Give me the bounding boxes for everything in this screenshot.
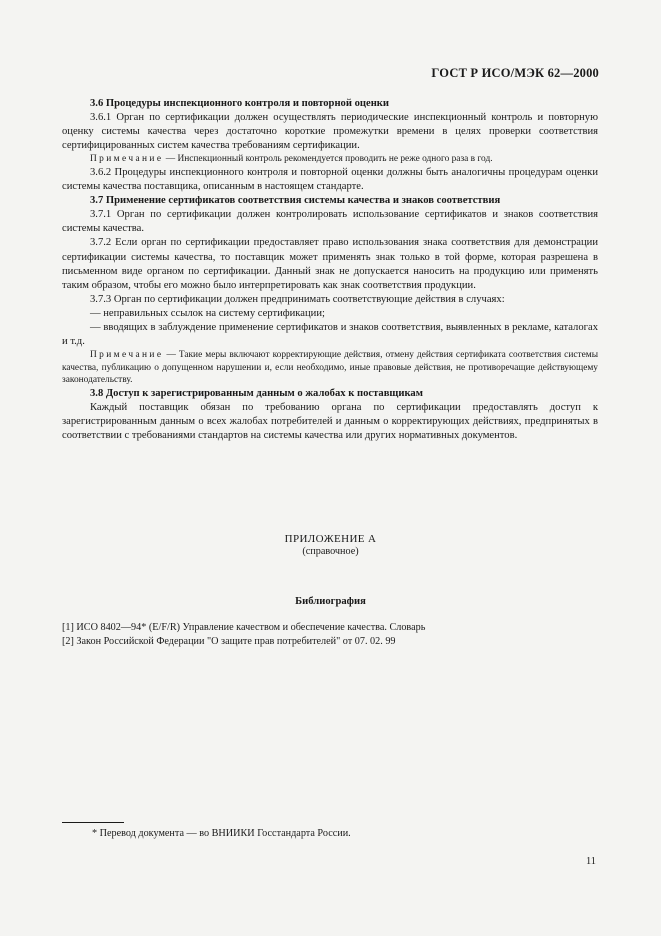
appendix-subtitle: (справочное): [302, 546, 359, 557]
note-text: — Такие меры включают корректирующие действия, отмену действия сертификата соответствия системы качества, публикацию о допущенном нарушении и, если необходимо, иные правовые действия, не противоречащие действующему законодательству.: [62, 350, 598, 386]
body-paragraph: 3.7.1 Орган по сертификации должен контролировать использование сертификатов и знаков соответствия системы качества.: [62, 209, 598, 235]
appendix-title: ПРИЛОЖЕНИЕ А: [284, 533, 377, 545]
body-paragraph: 3.6.1 Орган по сертификации должен осуществлять периодические инспекционный контроль и повторную оценку системы качества через достаточно короткие промежутки времени в целях проверки соответствия сертифицированных систем качества требованиям сертификации.: [62, 112, 598, 152]
body-paragraph: — неправильных ссылок на систему сертификации;: [90, 307, 325, 319]
section-heading: 3.8 Доступ к зарегистрированным данным о жалобах к поставщикам: [90, 387, 423, 399]
note-text: — Инспекционный контроль рекомендуется проводить не реже одного раза в год.: [163, 154, 493, 165]
note-paragraph: [62, 153, 598, 166]
document-header: ГОСТ Р ИСО/МЭК 62—2000: [431, 66, 599, 80]
page-number: 11: [586, 856, 597, 867]
body-paragraph: 3.7.2 Если орган по сертификации предоставляет право использования знака соответствия для демонстрации сертификации системы качества, то поставщик может применять знак только в той форме, которая разрешена в письменном виде органом по сертификации. Данный знак не допускается наносить на продукцию или применять таким образом, чтобы его можно было интерпретировать как знак соответствия продукции.: [62, 237, 598, 291]
document-body: [62, 97, 598, 443]
body-paragraph: 3.7.3 Орган по сертификации должен предпринимать соответствующие действия в случаях:: [90, 293, 505, 305]
body-paragraph: — вводящих в заблуждение применение сертификатов и знаков соответствия, выявленных в рекламе, каталогах и т.д.: [62, 322, 598, 348]
note-paragraph: [62, 349, 598, 387]
body-paragraph: 3.6.2 Процедуры инспекционного контроля и повторной оценки должны быть аналогичны процедурам оценки системы качества поставщика, описанным в настоящем стандарте.: [62, 166, 598, 193]
note-label: Примечание: [90, 350, 164, 361]
note-label: Примечание: [90, 154, 164, 165]
body-paragraph: Каждый поставщик обязан по требованию органа по сертификации предоставлять доступ к зарегистрированным данным о всех жалобах потребителей и данным о корректирующих действиях, предпринятых в соответствии с требованиями стандартов на системы качества или других нормативных документов.: [62, 402, 598, 442]
bibliography-item: [2] Закон Российской Федерации "О защите прав потребителей" от 07. 02. 99: [62, 635, 396, 647]
footnote: * Перевод документа — во ВНИИКИ Госстандарта России.: [92, 828, 351, 839]
bibliography-heading: Библиография: [295, 596, 366, 607]
footnote-divider: [62, 822, 124, 823]
section-heading: 3.6 Процедуры инспекционного контроля и повторной оценки: [90, 98, 390, 109]
section-heading: 3.7 Применение сертификатов соответствия системы качества и знаков соответствия: [90, 195, 501, 207]
bibliography-item: [1] ИСО 8402—94* (E/F/R) Управление качеством и обеспечение качества. Словарь: [62, 622, 426, 633]
bibliography-list: [62, 621, 602, 648]
